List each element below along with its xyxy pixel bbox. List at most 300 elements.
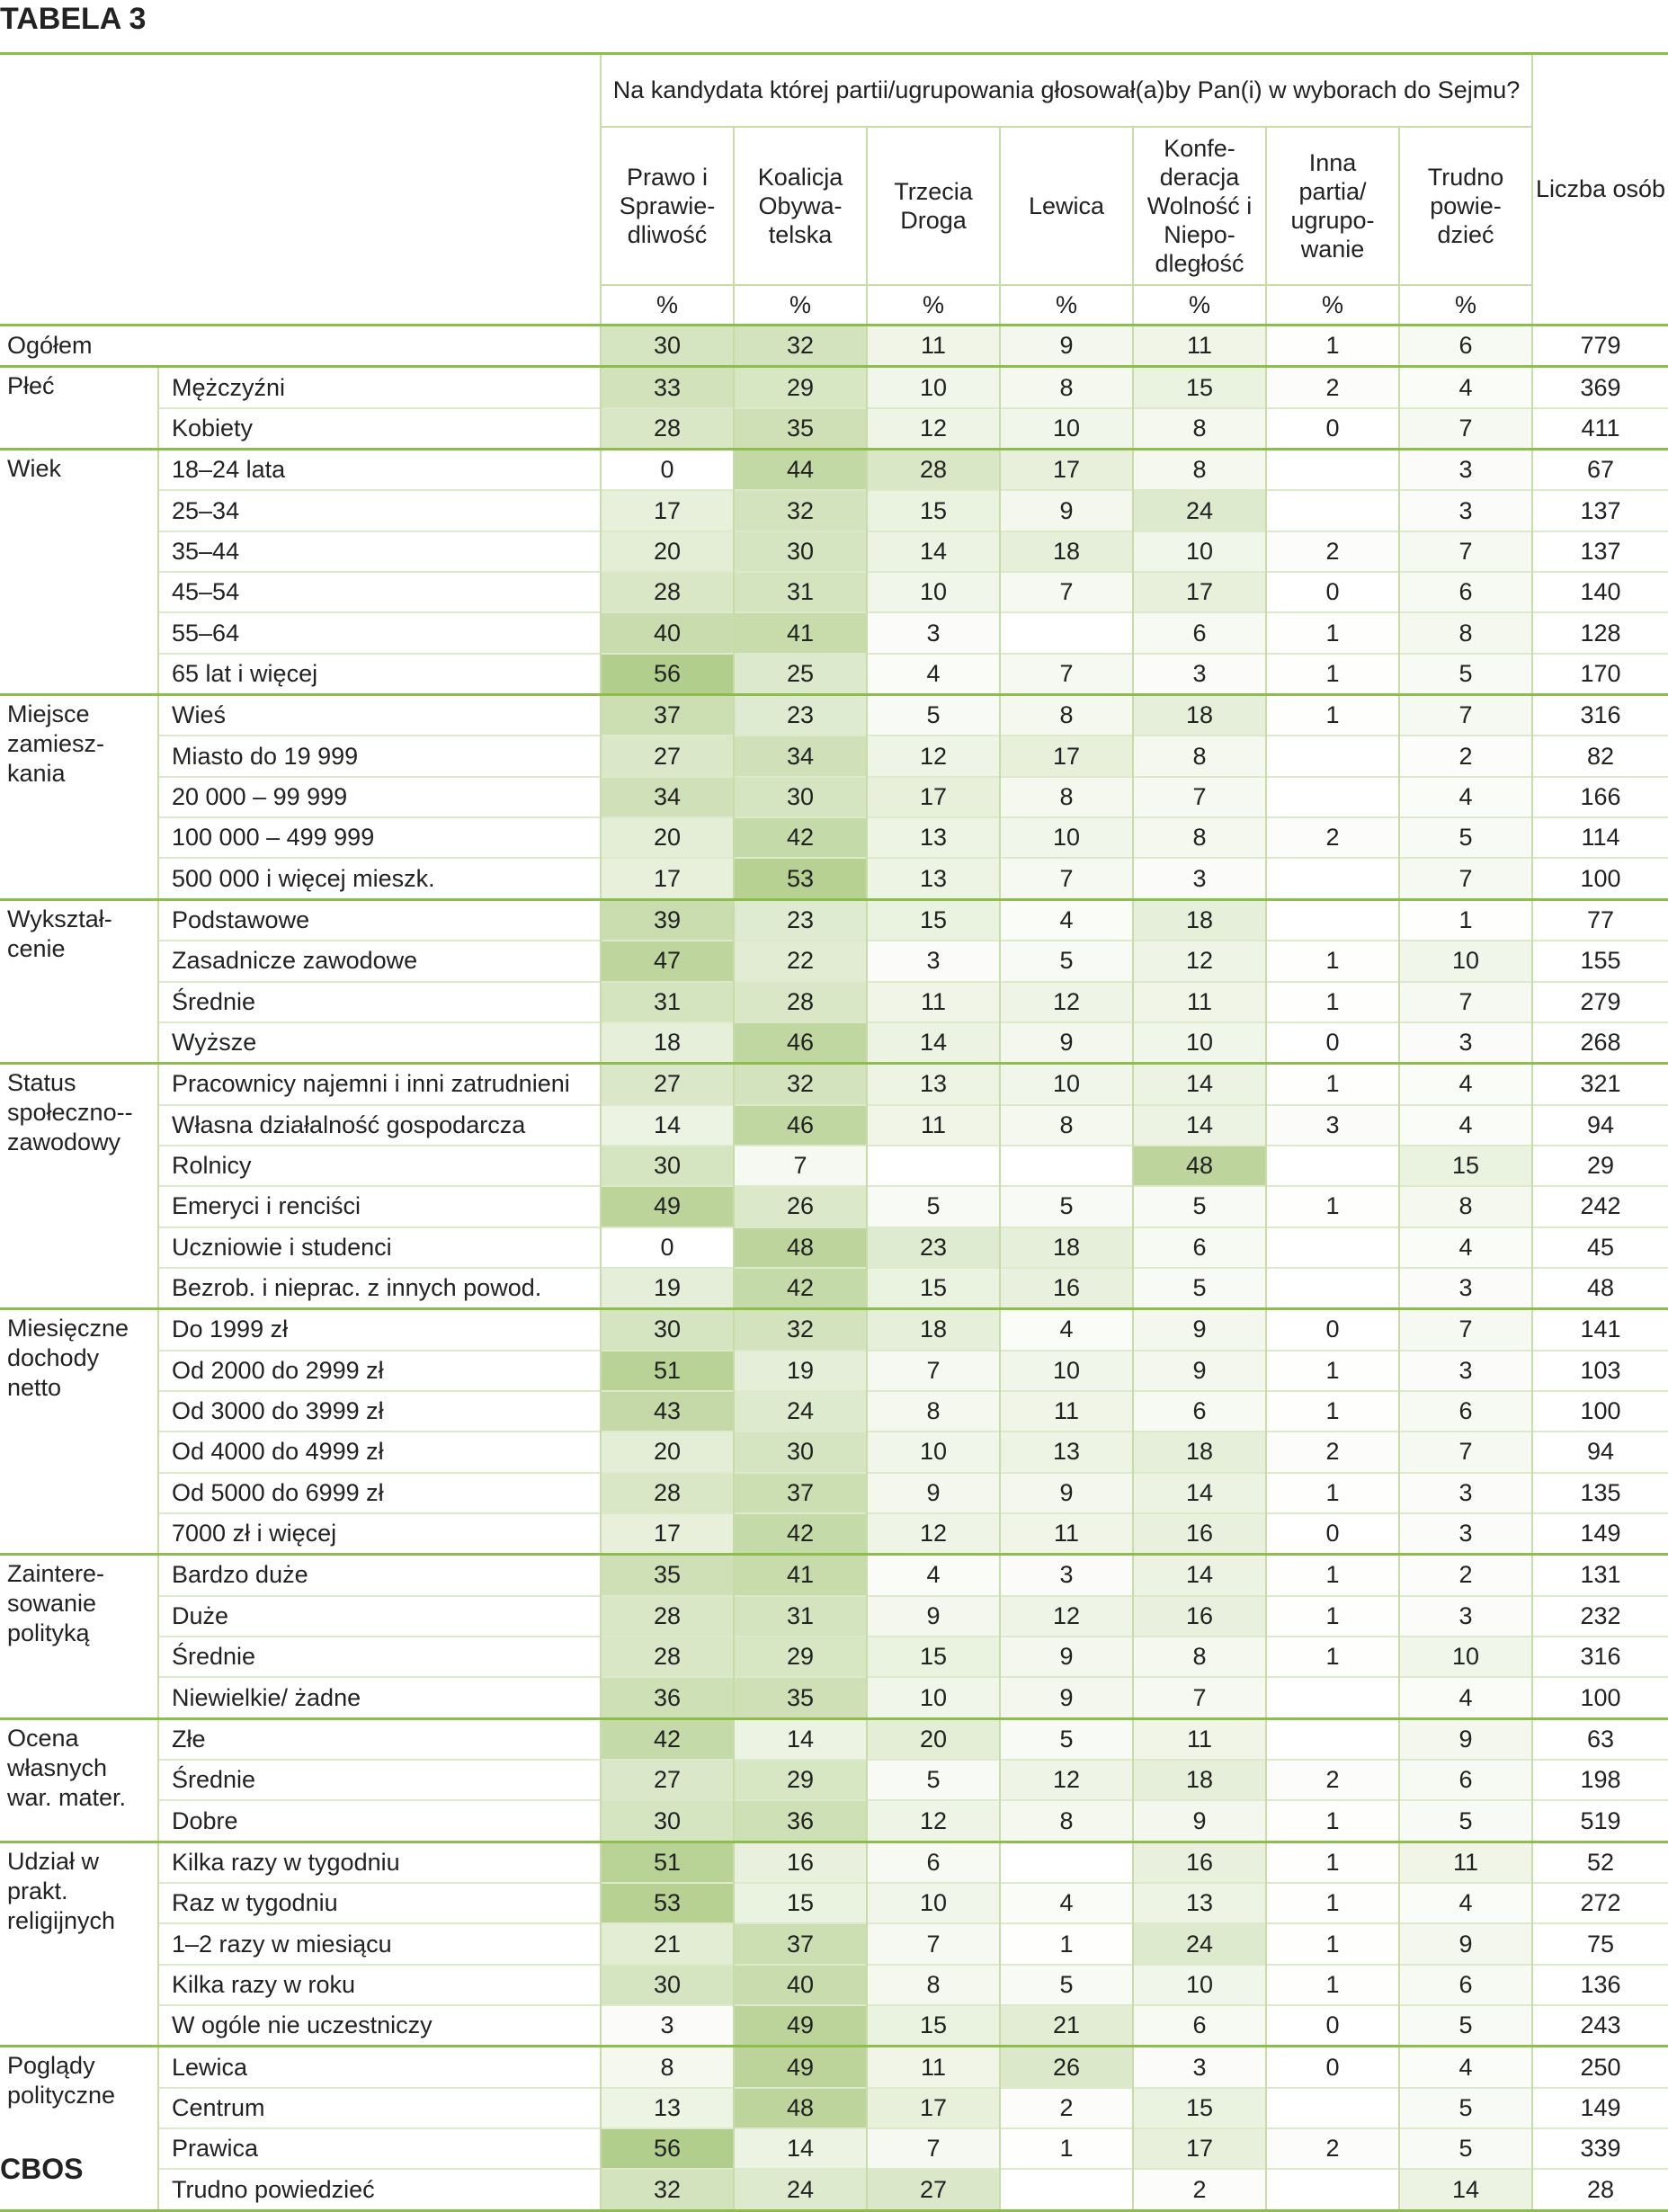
percent-cell: 10 [1000, 817, 1133, 858]
count-cell: 779 [1532, 326, 1668, 367]
percent-cell: 0 [601, 1227, 734, 1268]
percent-cell: 1 [1266, 1596, 1399, 1637]
percent-cell: 4 [867, 654, 1000, 695]
percent-cell: 30 [601, 1800, 734, 1842]
percent-cell: 6 [1399, 1965, 1532, 2005]
percent-cell: 12 [1000, 982, 1133, 1022]
party-column-header: Prawo i Sprawie-dliwość [601, 127, 734, 285]
row-label: 35–44 [158, 531, 601, 572]
percent-cell: 3 [1399, 490, 1532, 531]
percent-cell [1266, 736, 1399, 776]
percent-cell: 18 [1133, 695, 1266, 736]
percent-cell: 10 [867, 1883, 1000, 1923]
percent-unit-label: % [1266, 285, 1399, 326]
percent-cell: 16 [1133, 1596, 1266, 1637]
percent-cell: 49 [601, 1186, 734, 1226]
percent-cell: 34 [601, 777, 734, 817]
percent-cell [1266, 1227, 1399, 1268]
table-title: TABELA 3 [0, 2, 147, 36]
percent-cell [1000, 1146, 1133, 1186]
header-empty-corner [0, 54, 601, 326]
percent-cell: 26 [734, 1186, 867, 1226]
table-row [0, 1473, 1668, 1513]
percent-cell: 1 [1266, 695, 1399, 736]
percent-cell: 14 [734, 1718, 867, 1760]
row-label: 45–54 [158, 572, 601, 612]
percent-cell: 1 [1266, 1391, 1399, 1432]
percent-cell: 6 [1133, 1391, 1266, 1432]
percent-cell: 11 [867, 326, 1000, 367]
count-cell: 243 [1532, 2005, 1668, 2047]
percent-cell: 26 [1000, 2047, 1133, 2088]
percent-cell: 30 [601, 1146, 734, 1186]
table-row [0, 1677, 1668, 1718]
row-label: Własna działalność gospodarcza [158, 1105, 601, 1146]
percent-cell: 8 [1000, 1800, 1133, 1842]
percent-cell: 17 [867, 2088, 1000, 2128]
percent-cell: 7 [1399, 1309, 1532, 1351]
table-row [0, 1760, 1668, 1800]
percent-cell: 0 [1266, 2005, 1399, 2047]
percent-cell: 1 [1266, 1555, 1399, 1596]
percent-cell: 5 [1399, 1800, 1532, 1842]
table-row [0, 1596, 1668, 1637]
percent-cell: 40 [601, 612, 734, 653]
percent-cell: 12 [867, 1800, 1000, 1842]
group-label: Płeć [7, 372, 55, 400]
percent-cell: 10 [867, 1432, 1000, 1472]
percent-cell: 5 [867, 1760, 1000, 1800]
percent-cell: 24 [1133, 1923, 1266, 1964]
table-row [0, 1513, 1668, 1555]
percent-cell: 4 [1000, 1309, 1133, 1351]
row-label: Wyższe [158, 1022, 601, 1064]
percent-cell: 13 [867, 858, 1000, 899]
count-cell: 519 [1532, 1800, 1668, 1842]
percent-cell: 37 [734, 1923, 867, 1964]
percent-cell: 0 [1266, 1022, 1399, 1064]
percent-cell: 9 [1399, 1923, 1532, 1964]
percent-cell: 28 [601, 1637, 734, 1677]
percent-cell [1000, 2169, 1133, 2210]
percent-cell: 6 [1399, 1391, 1532, 1432]
group-label: Miesięczne dochody netto [7, 1315, 129, 1402]
percent-cell [1000, 1842, 1133, 1883]
count-cell: 321 [1532, 1064, 1668, 1105]
percent-cell: 4 [867, 1555, 1000, 1596]
percent-cell: 5 [1000, 1965, 1133, 2005]
table-row [0, 408, 1668, 450]
percent-cell: 27 [867, 2169, 1000, 2210]
percent-cell: 9 [1000, 1637, 1133, 1677]
count-cell: 135 [1532, 1473, 1668, 1513]
percent-cell: 8 [1133, 450, 1266, 491]
row-label: Średnie [158, 1760, 601, 1800]
percent-cell: 5 [1000, 941, 1133, 981]
percent-cell: 20 [601, 817, 734, 858]
percent-cell: 3 [1399, 1351, 1532, 1391]
percent-cell: 27 [601, 1064, 734, 1105]
count-cell: 48 [1532, 1268, 1668, 1309]
percent-unit-label: % [734, 285, 867, 326]
percent-cell: 16 [734, 1842, 867, 1883]
table-row [0, 858, 1668, 899]
percent-cell: 16 [1133, 1513, 1266, 1555]
percent-cell: 31 [601, 982, 734, 1022]
percent-cell: 2 [1266, 1760, 1399, 1800]
percent-cell: 5 [1399, 654, 1532, 695]
percent-cell: 28 [601, 572, 734, 612]
percent-cell: 30 [601, 1309, 734, 1351]
row-label: 20 000 – 99 999 [158, 777, 601, 817]
count-cell: 155 [1532, 941, 1668, 981]
count-cell: 75 [1532, 1923, 1668, 1964]
percent-cell: 10 [867, 572, 1000, 612]
row-label: Średnie [158, 982, 601, 1022]
percent-cell: 28 [867, 450, 1000, 491]
percent-cell: 10 [1000, 408, 1133, 450]
percent-cell: 43 [601, 1391, 734, 1432]
group-label: Zaintere-sowanie polityką [7, 1560, 105, 1647]
percent-cell: 3 [867, 941, 1000, 981]
percent-cell: 49 [734, 2005, 867, 2047]
percent-cell: 2 [1133, 2169, 1266, 2210]
percent-cell: 4 [1399, 1064, 1532, 1105]
percent-cell: 48 [734, 2088, 867, 2128]
percent-cell: 13 [601, 2088, 734, 2128]
row-label: Raz w tygodniu [158, 1883, 601, 1923]
row-label: 500 000 i więcej mieszk. [158, 858, 601, 899]
percent-cell: 42 [601, 1718, 734, 1760]
percent-cell: 47 [601, 941, 734, 981]
table-row [0, 572, 1668, 612]
percent-cell: 41 [734, 612, 867, 653]
count-cell: 141 [1532, 1309, 1668, 1351]
count-cell: 279 [1532, 982, 1668, 1022]
row-label: Średnie [158, 1637, 601, 1677]
percent-cell: 29 [734, 367, 867, 408]
percent-cell: 15 [867, 899, 1000, 941]
row-label: Prawica [158, 2128, 601, 2169]
count-cell: 100 [1532, 858, 1668, 899]
percent-cell: 35 [734, 408, 867, 450]
percent-cell: 4 [1399, 1883, 1532, 1923]
row-label: Wieś [158, 695, 601, 736]
table-row [0, 1105, 1668, 1146]
count-cell: 67 [1532, 450, 1668, 491]
percent-cell: 8 [1399, 1186, 1532, 1226]
row-label: Dobre [158, 1800, 601, 1842]
percent-cell: 11 [1133, 1718, 1266, 1760]
percent-cell: 8 [867, 1965, 1000, 2005]
percent-cell: 5 [1399, 2128, 1532, 2169]
count-cell: 28 [1532, 2169, 1668, 2210]
percent-cell: 8 [1133, 1637, 1266, 1677]
count-cell: 63 [1532, 1718, 1668, 1760]
percent-cell: 7 [867, 2128, 1000, 2169]
percent-cell: 16 [1133, 1842, 1266, 1883]
percent-cell: 30 [734, 777, 867, 817]
percent-cell: 46 [734, 1105, 867, 1146]
percent-cell: 25 [734, 654, 867, 695]
percent-cell: 40 [734, 1965, 867, 2005]
count-cell: 149 [1532, 1513, 1668, 1555]
row-label: 25–34 [158, 490, 601, 531]
percent-cell: 7 [1399, 982, 1532, 1022]
percent-cell: 4 [1399, 2047, 1532, 2088]
percent-cell: 9 [1000, 1473, 1133, 1513]
percent-cell: 1 [1266, 326, 1399, 367]
count-cell: 45 [1532, 1227, 1668, 1268]
party-column-header: Koalicja Obywa-telska [734, 127, 867, 285]
table-row [0, 982, 1668, 1022]
count-cell: 137 [1532, 531, 1668, 572]
percent-cell: 6 [1399, 1760, 1532, 1800]
percent-cell: 7 [1000, 654, 1133, 695]
percent-cell: 11 [867, 2047, 1000, 2088]
table-row [0, 1432, 1668, 1472]
percent-cell: 11 [1133, 326, 1266, 367]
percent-cell: 4 [1000, 1883, 1133, 1923]
percent-cell: 28 [601, 1596, 734, 1637]
percent-cell: 20 [601, 1432, 734, 1472]
percent-cell: 23 [867, 1227, 1000, 1268]
percent-cell [1266, 2169, 1399, 2210]
table-row [0, 2047, 1668, 2088]
percent-cell: 32 [734, 1309, 867, 1351]
percent-cell: 53 [734, 858, 867, 899]
percent-cell: 8 [1000, 367, 1133, 408]
count-cell: 29 [1532, 1146, 1668, 1186]
percent-cell: 21 [601, 1923, 734, 1964]
question-header: Na kandydata której partii/ugrupowania głosował(a)by Pan(i) w wyborach do Sejmu? [601, 54, 1532, 128]
percent-cell: 7 [1000, 572, 1133, 612]
percent-cell: 5 [867, 695, 1000, 736]
percent-cell: 7 [1399, 531, 1532, 572]
percent-cell: 6 [1399, 572, 1532, 612]
percent-cell: 27 [601, 736, 734, 776]
count-cell: 170 [1532, 654, 1668, 695]
percent-unit-label: % [1399, 285, 1532, 326]
percent-cell: 12 [867, 1513, 1000, 1555]
percent-cell: 10 [1133, 1022, 1266, 1064]
percent-cell: 8 [1133, 817, 1266, 858]
percent-cell: 2 [1399, 736, 1532, 776]
percent-cell: 6 [867, 1842, 1000, 1883]
percent-cell: 15 [1133, 2088, 1266, 2128]
row-label: Bardzo duże [158, 1555, 601, 1596]
percent-cell: 1 [1399, 899, 1532, 941]
row-label: Bezrob. i nieprac. z innych powod. [158, 1268, 601, 1309]
percent-cell: 30 [601, 1965, 734, 2005]
row-label: 100 000 – 499 999 [158, 817, 601, 858]
percent-cell: 24 [734, 2169, 867, 2210]
table-row [0, 941, 1668, 981]
percent-cell: 7 [1399, 408, 1532, 450]
group-label: Udział w prakt. religijnych [7, 1847, 116, 1934]
percent-cell: 4 [1399, 1677, 1532, 1718]
percent-cell: 36 [734, 1800, 867, 1842]
percent-cell: 3 [1266, 1105, 1399, 1146]
percent-cell: 1 [1266, 1965, 1399, 2005]
percent-cell: 1 [1266, 1637, 1399, 1677]
table-row [0, 2169, 1668, 2210]
percent-cell: 9 [1399, 1718, 1532, 1760]
row-label: Kilka razy w tygodniu [158, 1842, 601, 1883]
percent-cell: 23 [734, 695, 867, 736]
table-row [0, 326, 1668, 367]
percent-cell: 1 [1000, 2128, 1133, 2169]
percent-cell: 7 [734, 1146, 867, 1186]
percent-cell: 17 [1133, 2128, 1266, 2169]
percent-cell: 1 [1266, 982, 1399, 1022]
party-column-header: Lewica [1000, 127, 1133, 285]
percent-cell: 18 [1133, 1432, 1266, 1472]
percent-cell: 51 [601, 1842, 734, 1883]
percent-cell: 9 [1000, 1677, 1133, 1718]
percent-cell: 20 [601, 531, 734, 572]
percent-cell: 9 [1133, 1351, 1266, 1391]
percent-cell: 8 [1399, 612, 1532, 653]
percent-cell: 4 [1399, 1227, 1532, 1268]
group-label: Ogółem [7, 332, 93, 360]
count-cell: 316 [1532, 1637, 1668, 1677]
percent-cell: 4 [1399, 367, 1532, 408]
percent-cell [1266, 1718, 1399, 1760]
percent-cell: 2 [1000, 2088, 1133, 2128]
percent-cell [1266, 858, 1399, 899]
percent-cell: 14 [601, 1105, 734, 1146]
percent-cell: 32 [734, 490, 867, 531]
count-cell: 94 [1532, 1105, 1668, 1146]
group-label: Poglądy polityczne [7, 2052, 116, 2109]
percent-cell [1266, 1146, 1399, 1186]
percent-cell: 31 [734, 1596, 867, 1637]
percent-cell: 13 [867, 817, 1000, 858]
percent-cell: 35 [601, 1555, 734, 1596]
count-cell: 198 [1532, 1760, 1668, 1800]
count-cell: 149 [1532, 2088, 1668, 2128]
percent-cell: 5 [1399, 2088, 1532, 2128]
percent-cell: 27 [601, 1760, 734, 1800]
row-label: 18–24 lata [158, 450, 601, 491]
percent-cell: 53 [601, 1883, 734, 1923]
percent-cell: 33 [601, 367, 734, 408]
percent-cell: 0 [1266, 572, 1399, 612]
percent-cell: 2 [1266, 817, 1399, 858]
results-table [0, 52, 1668, 2212]
row-label: Niewielkie/ żadne [158, 1677, 601, 1718]
party-column-header: Trzecia Droga [867, 127, 1000, 285]
percent-cell: 14 [867, 1022, 1000, 1064]
count-cell: 137 [1532, 490, 1668, 531]
row-label: Pracownicy najemni i inni zatrudnieni [158, 1064, 601, 1105]
percent-unit-label: % [867, 285, 1000, 326]
percent-cell: 7 [1133, 777, 1266, 817]
percent-cell: 17 [867, 777, 1000, 817]
percent-cell: 19 [734, 1351, 867, 1391]
percent-cell: 42 [734, 1268, 867, 1309]
percent-cell: 18 [1000, 1227, 1133, 1268]
party-column-header: Trudno powie-dzieć [1399, 127, 1532, 285]
table-row [0, 1146, 1668, 1186]
percent-cell: 9 [1000, 490, 1133, 531]
table-row [0, 1391, 1668, 1432]
percent-cell: 6 [1133, 2005, 1266, 2047]
percent-cell: 18 [1000, 531, 1133, 572]
table-row [0, 654, 1668, 695]
percent-cell: 14 [1133, 1064, 1266, 1105]
percent-cell: 7 [1399, 695, 1532, 736]
row-label: Od 3000 do 3999 zł [158, 1391, 601, 1432]
count-cell: 100 [1532, 1677, 1668, 1718]
percent-cell: 8 [1133, 408, 1266, 450]
row-label: Od 5000 do 6999 zł [158, 1473, 601, 1513]
table-row [0, 777, 1668, 817]
percent-cell: 15 [1133, 367, 1266, 408]
percent-cell: 4 [1399, 1105, 1532, 1146]
percent-cell: 32 [734, 326, 867, 367]
percent-cell: 12 [1133, 941, 1266, 981]
percent-cell: 9 [1000, 1022, 1133, 1064]
row-label: Centrum [158, 2088, 601, 2128]
table-row [0, 612, 1668, 653]
count-cell: 242 [1532, 1186, 1668, 1226]
percent-cell: 10 [1399, 941, 1532, 981]
percent-cell: 14 [1133, 1105, 1266, 1146]
table-row [0, 1842, 1668, 1883]
percent-cell: 3 [1399, 1513, 1532, 1555]
percent-cell: 21 [1000, 2005, 1133, 2047]
percent-cell: 29 [734, 1760, 867, 1800]
percent-cell: 8 [867, 1391, 1000, 1432]
percent-cell: 10 [867, 1677, 1000, 1718]
count-cell: 103 [1532, 1351, 1668, 1391]
percent-cell: 4 [1399, 777, 1532, 817]
percent-cell: 35 [734, 1677, 867, 1718]
count-cell: 369 [1532, 367, 1668, 408]
percent-cell: 24 [1133, 490, 1266, 531]
percent-cell: 8 [1000, 695, 1133, 736]
percent-cell: 18 [1133, 1760, 1266, 1800]
count-cell: 136 [1532, 1965, 1668, 2005]
percent-cell [1266, 899, 1399, 941]
percent-cell: 5 [867, 1186, 1000, 1226]
table-row [0, 2128, 1668, 2169]
percent-cell: 28 [734, 982, 867, 1022]
group-label: Status społeczno--zawodowy [7, 1069, 133, 1156]
percent-cell: 11 [1399, 1842, 1532, 1883]
table-row [0, 531, 1668, 572]
percent-cell: 37 [601, 695, 734, 736]
percent-cell: 3 [1133, 654, 1266, 695]
percent-cell: 15 [1399, 1146, 1532, 1186]
table-row [0, 1186, 1668, 1226]
count-cell: 339 [1532, 2128, 1668, 2169]
count-cell: 94 [1532, 1432, 1668, 1472]
count-cell: 131 [1532, 1555, 1668, 1596]
percent-cell: 10 [1000, 1351, 1133, 1391]
table-row [0, 1022, 1668, 1064]
percent-cell: 13 [1000, 1432, 1133, 1472]
count-cell: 411 [1532, 408, 1668, 450]
percent-cell: 11 [1000, 1391, 1133, 1432]
percent-cell: 42 [734, 817, 867, 858]
source-label: CBOS [0, 2153, 84, 2185]
percent-cell: 49 [734, 2047, 867, 2088]
percent-cell: 2 [1266, 531, 1399, 572]
percent-cell: 13 [1133, 1883, 1266, 1923]
